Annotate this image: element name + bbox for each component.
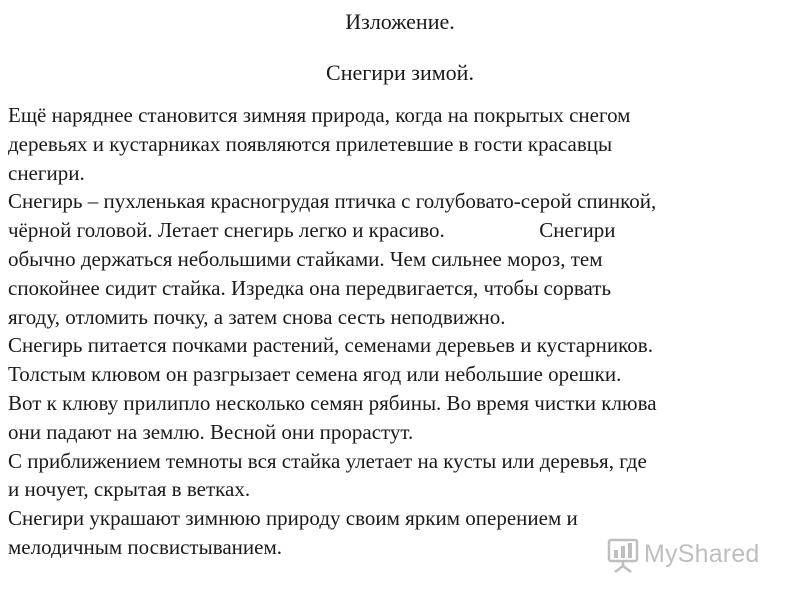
text-line: С приближением темноты вся стайка улетает на кусты или деревья, где bbox=[8, 448, 647, 473]
text-line: и ночует, скрытая в ветках. bbox=[8, 477, 251, 502]
text-line: деревьях и кустарниках появляются прилетевшие в гости красавцы bbox=[8, 131, 613, 156]
text-line: Вот к клюву прилипло несколько семян рябины. Во время чистки клюва bbox=[8, 390, 657, 415]
text-line: мелодичным посвистыванием. bbox=[8, 534, 282, 559]
text-line: Снегирь – пухленькая красногрудая птичка с голубовато-серой спинкой, bbox=[8, 189, 657, 214]
document-body bbox=[8, 101, 798, 562]
paragraph-feeding bbox=[8, 331, 798, 446]
text-line: Снегирь питается почками растений, семенами деревьев и кустарников. bbox=[8, 333, 653, 358]
text-line: чёрной головой. Летает снегирь легко и красиво. Снегири bbox=[8, 218, 616, 243]
text-line: они падают на землю. Весной они прорастут. bbox=[8, 419, 414, 444]
document-subtitle: Снегири зимой. bbox=[326, 60, 474, 85]
text-line: спокойнее сидит стайка. Изредка она передвигается, чтобы сорвать bbox=[8, 275, 612, 300]
myshared-logo-icon bbox=[606, 535, 640, 573]
document-title: Изложение. bbox=[345, 9, 455, 34]
paragraph-night bbox=[8, 447, 798, 505]
myshared-watermark bbox=[606, 534, 760, 574]
paragraph-intro bbox=[8, 101, 798, 187]
text-line: Толстым клювом он разгрызает семена ягод или небольшие орешки. bbox=[8, 362, 622, 387]
text-line: снегири. bbox=[8, 160, 85, 185]
text-line: Ещё наряднее становится зимняя природа, когда на покрытых снегом bbox=[8, 103, 631, 127]
paragraph-description bbox=[8, 187, 798, 331]
text-line: ягоду, отломить почку, а затем снова сесть неподвижно. bbox=[8, 304, 506, 329]
text-line: Снегири украшают зимнюю природу своим ярким оперением и bbox=[8, 506, 578, 531]
watermark-text: MyShared bbox=[644, 539, 760, 568]
text-line: обычно держаться небольшими стайками. Чем сильнее мороз, тем bbox=[8, 246, 603, 271]
